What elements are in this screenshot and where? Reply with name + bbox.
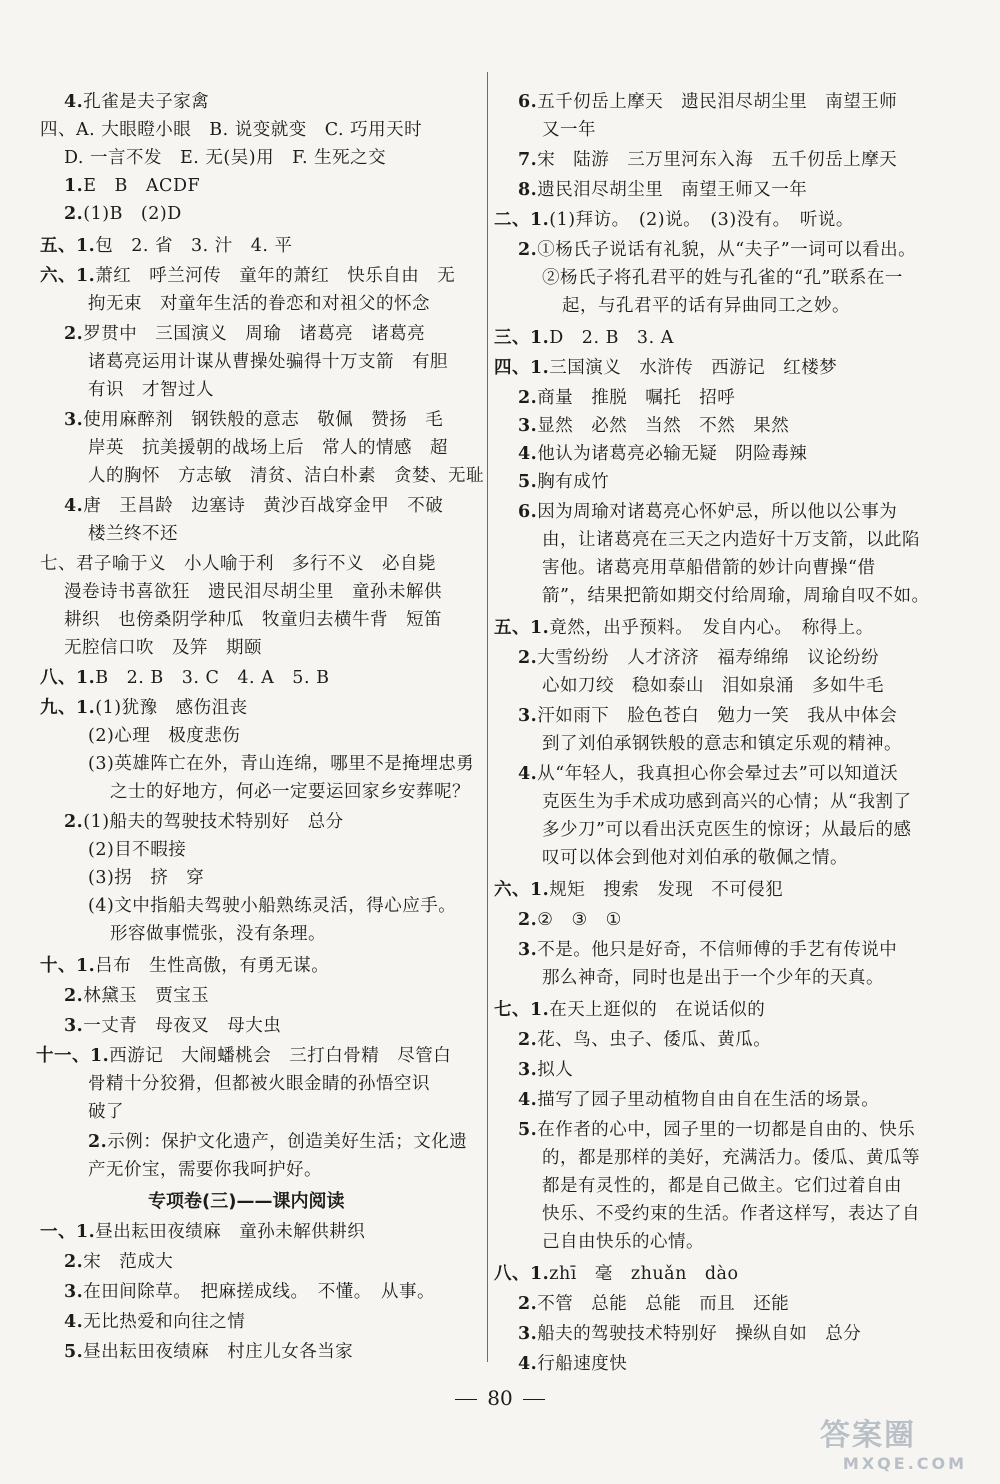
answer-line — [542, 582, 929, 610]
answer-text: 萧红 呼兰河传 童年的萧红 快乐自由 无 — [95, 266, 456, 286]
answer-line — [64, 320, 425, 348]
answer-number: 六、1. — [40, 266, 96, 286]
answer-line — [542, 1144, 920, 1172]
answer-line — [542, 672, 884, 700]
answer-line — [88, 722, 240, 750]
answer-number: 3. — [64, 1016, 84, 1036]
page-dash-right — [523, 1399, 545, 1400]
answer-text: 显然 必然 当然 不然 果然 — [537, 416, 790, 436]
answer-number: 2. — [64, 204, 84, 224]
answer-text: 宋 陆游 三万里河东入海 五千仞岳上摩天 — [537, 150, 898, 170]
answer-text: 在天上逛似的 在说话似的 — [549, 1000, 766, 1020]
answer-number: 4. — [64, 1312, 84, 1332]
answer-text: 大雪纷纷 人才济济 福寿绵绵 议论纷纷 — [537, 648, 880, 668]
section-title: 专项卷(三)——课内阅读 — [148, 1191, 345, 1212]
answer-text: 在田间除草。 把麻搓成线。 不懂。 从事。 — [83, 1282, 436, 1302]
answer-text: (1)B (2)D — [83, 204, 182, 224]
answer-text: 形容做事慌张，没有条理。 — [110, 924, 326, 944]
answer-line — [64, 200, 182, 228]
answer-text: B 2. B 3. C 4. A 5. B — [95, 668, 330, 688]
answer-line — [64, 1278, 435, 1306]
answer-text: (3)英雄阵亡在外，青山连绵，哪里不是掩埋忠勇 — [88, 754, 475, 774]
answer-text: (1)船夫的驾驶技术特别好 总分 — [83, 812, 344, 832]
answer-number: 4. — [64, 496, 84, 516]
answer-number: 4. — [518, 764, 538, 784]
answer-number: 2. — [64, 324, 84, 344]
answer-line — [518, 1086, 879, 1114]
answer-line — [40, 262, 455, 290]
answer-number: 1. — [64, 176, 84, 196]
answer-text: 五千仞岳上摩天 遗民泪尽胡尘里 南望王师 — [537, 92, 898, 112]
answer-line — [518, 498, 897, 526]
answer-number: 六、1. — [494, 880, 550, 900]
answer-line — [542, 964, 884, 992]
answer-number: 2. — [518, 240, 538, 260]
answer-text: 多少刀”可以看出沃克医生的惊讶；从最后的感 — [542, 820, 912, 840]
answer-text: 罗贯中 三国演义 周瑜 诸葛亮 诸葛亮 — [83, 324, 426, 344]
answer-text: 昼出耘田夜绩麻 童孙未解供耕织 — [95, 1222, 366, 1242]
answer-line — [518, 644, 879, 672]
answer-text: (2)目不暇接 — [88, 840, 187, 860]
answer-text: ② ③ ① — [537, 910, 622, 930]
answer-line — [40, 694, 248, 722]
answer-line — [88, 892, 456, 920]
answer-text: 汗如雨下 脸色苍白 勉力一笑 我从中体会 — [537, 706, 898, 726]
answer-line — [40, 952, 329, 980]
answer-text: 己自由快乐的心情。 — [542, 1232, 704, 1252]
answer-number: 五、1. — [40, 236, 96, 256]
answer-text: 害他。诸葛亮用草船借箭的妙计向曹操“借 — [542, 558, 876, 578]
answer-line — [88, 864, 204, 892]
answer-text: 楼兰终不还 — [88, 524, 178, 544]
answer-number: 2. — [64, 1252, 84, 1272]
answer-line — [494, 206, 854, 234]
answer-number: 2. — [518, 648, 538, 668]
answer-number: 八、1. — [494, 1264, 550, 1284]
answer-text: E B ACDF — [83, 176, 201, 196]
answer-text: 不是。他只是好奇，不信师傅的手艺有传说中 — [537, 940, 898, 960]
answer-text: 规矩 搜索 发现 不可侵犯 — [549, 880, 784, 900]
answer-line — [88, 434, 448, 462]
answer-line — [494, 876, 783, 904]
answer-line — [88, 1098, 124, 1126]
answer-line — [542, 1172, 902, 1200]
answer-text: 他认为诸葛亮必输无疑 阴险毒辣 — [537, 444, 808, 464]
answer-number: 6. — [518, 502, 538, 522]
answer-text: 宋 范成大 — [83, 1252, 174, 1272]
answer-text: 的，都是那样的美好，充满活力。倭瓜、黄瓜等 — [542, 1148, 920, 1168]
answer-text: 拘无束 对童年生活的眷恋和对祖父的怀念 — [88, 294, 430, 314]
answer-line — [36, 1042, 451, 1070]
answer-line — [64, 578, 442, 606]
answer-line — [64, 144, 386, 172]
answer-text: (1)犹豫 感伤沮丧 — [95, 698, 248, 718]
answer-line — [518, 236, 916, 264]
answer-number: 3. — [518, 706, 538, 726]
answer-line — [64, 1248, 173, 1276]
answer-number: 3. — [518, 940, 538, 960]
answer-number: 十、1. — [40, 956, 96, 976]
answer-line — [88, 1070, 430, 1098]
answer-text: 由，让诸葛亮在三天之内造好十万支箭，以此陷 — [542, 530, 920, 550]
answer-line — [518, 702, 897, 730]
answer-text: 不管 总能 总能 而且 还能 — [537, 1294, 790, 1314]
answer-line — [88, 376, 214, 404]
answer-text: 诸葛亮运用计谋从曹操处骗得十万支箭 有胆 — [88, 352, 448, 372]
answer-text: D 2. B 3. A — [549, 328, 674, 348]
answer-line — [64, 492, 443, 520]
answer-line — [518, 146, 897, 174]
answer-line — [542, 526, 920, 554]
answer-line — [542, 264, 903, 292]
answer-text: 破了 — [88, 1102, 124, 1122]
answer-text: 商量 推脱 嘱托 招呼 — [537, 388, 736, 408]
answer-line — [542, 554, 875, 582]
answer-number: 5. — [64, 1342, 84, 1362]
answer-number: 八、1. — [40, 668, 96, 688]
answer-line — [88, 836, 186, 864]
answer-line — [64, 1338, 353, 1366]
answer-line — [494, 354, 837, 382]
answer-number: 5. — [518, 1120, 538, 1140]
answer-number: 2. — [88, 1132, 108, 1152]
answer-text: 七、君子喻于义 小人喻于利 多行不义 必自毙 — [40, 554, 436, 574]
answer-line — [518, 1290, 789, 1318]
answer-text: 心如刀绞 稳如泰山 泪如泉涌 多如牛毛 — [542, 676, 884, 696]
answer-text: 使用麻醉剂 钢铁般的意志 敬佩 赞扬 毛 — [83, 410, 444, 430]
answer-number: 三、1. — [494, 328, 550, 348]
watermark-top: 答案圈 — [820, 1418, 916, 1453]
answer-number: 4. — [518, 444, 538, 464]
answer-line — [88, 290, 430, 318]
answer-number: 二、1. — [494, 210, 550, 230]
answer-text: 起，与孔君平的话有异曲同工之妙。 — [562, 296, 850, 316]
answer-number: 十一、1. — [36, 1046, 110, 1066]
answer-line — [518, 1350, 627, 1378]
answer-text: 胸有成竹 — [537, 472, 610, 492]
answer-text: 在作者的心中，园子里的一切都是自由的、快乐 — [537, 1120, 916, 1140]
answer-text: (4)文中指船夫驾驶小船熟练灵活，得心应手。 — [88, 896, 457, 916]
answer-line — [40, 1218, 365, 1246]
answer-text: 都是有灵性的，都是自己做主。它们过着自由 — [542, 1176, 902, 1196]
column-divider — [487, 72, 488, 1362]
answer-number: 3. — [64, 1282, 84, 1302]
answer-text: 遗民泪尽胡尘里 南望王师又一年 — [537, 180, 808, 200]
answer-line — [64, 982, 209, 1010]
answer-number: 2. — [64, 986, 84, 1006]
answer-line — [64, 606, 442, 634]
answer-number: 8. — [518, 180, 538, 200]
answer-number: 7. — [518, 150, 538, 170]
answer-text: 示例：保护文化遗产，创造美好生活；文化遗 — [107, 1132, 468, 1152]
answer-line — [518, 1026, 771, 1054]
answer-number: 3. — [518, 1324, 538, 1344]
answer-line — [542, 788, 911, 816]
answer-text: 四、A. 大眼瞪小眼 B. 说变就变 C. 巧用天时 — [40, 120, 423, 140]
answer-text: ②杨氏子将孔君平的姓与孔雀的“孔”联系在一 — [542, 268, 903, 288]
answer-number: 2. — [64, 812, 84, 832]
answer-number: 2. — [518, 1030, 538, 1050]
answer-line — [88, 348, 448, 376]
answer-number: 2. — [518, 388, 538, 408]
answer-text: 无腔信口吹 及笄 期颐 — [64, 638, 262, 658]
answer-text: 叹可以体会到他对刘伯承的敬佩之情。 — [542, 848, 848, 868]
answer-line — [40, 116, 422, 144]
answer-text: 花、鸟、虫子、倭瓜、黄瓜。 — [537, 1030, 772, 1050]
answer-text: (3)拐 挤 穿 — [88, 868, 205, 888]
answer-line — [64, 406, 443, 434]
answer-text: 人的胸怀 方志敏 清贫、洁白朴素 贪婪、无耻 — [88, 466, 484, 486]
answer-line — [110, 778, 470, 806]
answer-line — [518, 906, 622, 934]
answer-line — [88, 1156, 322, 1184]
answer-line — [518, 88, 897, 116]
answer-number: 四、1. — [494, 358, 550, 378]
answer-line — [110, 920, 326, 948]
answer-line — [40, 664, 329, 692]
answer-text: 竟然，出乎预料。 发自内心。 称得上。 — [549, 618, 874, 638]
answer-line — [88, 1128, 467, 1156]
answer-line — [40, 550, 436, 578]
answer-line — [518, 468, 609, 496]
answer-text: 岸英 抗美援朝的战场上后 常人的情感 超 — [88, 438, 448, 458]
answer-line — [518, 384, 735, 412]
answer-line — [542, 116, 596, 144]
answer-number: 3. — [518, 1060, 538, 1080]
answer-number: 2. — [518, 1294, 538, 1314]
answer-line — [542, 844, 848, 872]
answer-text: 昼出耘田夜绩麻 村庄儿女各当家 — [83, 1342, 354, 1362]
answer-text: 包 2. 省 3. 汁 4. 平 — [95, 236, 293, 256]
answer-line — [64, 1308, 245, 1336]
answer-line — [40, 232, 293, 260]
answer-text: 林黛玉 贾宝玉 — [83, 986, 210, 1006]
answer-line — [494, 996, 765, 1024]
answer-text: 唐 王昌龄 边塞诗 黄沙百战穿金甲 不破 — [83, 496, 444, 516]
page-number-text: 80 — [487, 1386, 513, 1410]
answer-number: 七、1. — [494, 1000, 550, 1020]
answer-text: 之士的好地方，何必一定要运回家乡安葬呢？ — [110, 782, 470, 802]
answer-text: 拟人 — [537, 1060, 574, 1080]
answer-line — [494, 1260, 739, 1288]
answer-text: 从“年轻人，我真担心你会晕过去”可以知道沃 — [537, 764, 899, 784]
answer-line — [88, 750, 474, 778]
answer-line — [518, 1320, 861, 1348]
answer-text: 漫卷诗书喜欲狂 遗民泪尽胡尘里 童孙未解供 — [64, 582, 442, 602]
answer-line — [518, 440, 807, 468]
answer-line — [518, 1116, 915, 1144]
page-number — [440, 1384, 560, 1412]
answer-text: 吕布 生性高傲，有勇无谋。 — [95, 956, 330, 976]
answer-text: 因为周瑜对诸葛亮心怀妒忌，所以他以公事为 — [537, 502, 898, 522]
answer-line — [64, 88, 209, 116]
answer-text: 产无价宝，需要你我呵护好。 — [88, 1160, 322, 1180]
answer-line — [64, 808, 344, 836]
answer-text: (2)心理 极度悲伤 — [88, 726, 241, 746]
answer-number: 4. — [518, 1354, 538, 1374]
answer-number: 3. — [518, 416, 538, 436]
answer-line — [64, 634, 262, 662]
answer-text: 西游记 大闹蟠桃会 三打白骨精 尽管白 — [109, 1046, 452, 1066]
answer-text: 一丈青 母夜叉 母大虫 — [83, 1016, 282, 1036]
answer-line — [542, 730, 902, 758]
answer-line — [542, 1200, 920, 1228]
answer-text: 耕织 也傍桑阴学种瓜 牧童归去横牛背 短笛 — [64, 610, 442, 630]
answer-text: 行船速度快 — [537, 1354, 628, 1374]
answer-number: 4. — [64, 92, 84, 112]
answer-text: 无比热爱和向往之情 — [83, 1312, 246, 1332]
answer-number: 九、1. — [40, 698, 96, 718]
answer-text: 克医生为手术成功感到高兴的心情；从“我割了 — [542, 792, 912, 812]
answer-number: 五、1. — [494, 618, 550, 638]
answer-text: D. 一言不发 E. 无(吴)用 F. 生死之交 — [64, 148, 387, 168]
answer-number: 5. — [518, 472, 538, 492]
answer-text: 有识 才智过人 — [88, 380, 214, 400]
answer-text: 快乐、不受约束的生活。作者这样写，表达了自 — [542, 1204, 920, 1224]
answer-line — [88, 520, 178, 548]
answer-text: 船夫的驾驶技术特别好 操纵自如 总分 — [537, 1324, 862, 1344]
answer-line — [518, 936, 897, 964]
watermark-logo — [820, 1418, 990, 1478]
answer-line — [518, 412, 789, 440]
answer-line — [518, 1056, 573, 1084]
answer-number: 2. — [518, 910, 538, 930]
answer-number: 6. — [518, 92, 538, 112]
answer-line — [518, 176, 807, 204]
answer-text: zhī 毫 zhuǎn dào — [549, 1264, 739, 1284]
answer-number: 3. — [64, 410, 84, 430]
watermark-bottom: MXQE.COM — [842, 1454, 968, 1473]
answer-text: 三国演义 水浒传 西游记 红楼梦 — [549, 358, 838, 378]
answer-text: 到了刘伯承钢铁般的意志和镇定乐观的精神。 — [542, 734, 902, 754]
answer-line — [518, 760, 898, 788]
answer-number: 4. — [518, 1090, 538, 1110]
answer-line — [64, 172, 200, 200]
answer-text: 那么神奇，同时也是出于一个少年的天真。 — [542, 968, 884, 988]
answer-text: 描写了园子里动植物自由自在生活的场景。 — [537, 1090, 880, 1110]
answer-line — [542, 1228, 704, 1256]
answer-line — [494, 614, 874, 642]
answer-line — [88, 462, 484, 490]
page-dash-left — [455, 1399, 477, 1400]
answer-line — [562, 292, 850, 320]
answer-text: 又一年 — [542, 120, 596, 140]
answer-line — [494, 324, 674, 352]
answer-text: 箭”，结果把箭如期交付给周瑜，周瑜自叹不如。 — [542, 586, 930, 606]
answer-number: 一、1. — [40, 1222, 96, 1242]
answer-text: 孔雀是夫子家禽 — [83, 92, 210, 112]
answer-text: 骨精十分狡猾，但都被火眼金睛的孙悟空识 — [88, 1074, 430, 1094]
answer-text: ①杨氏子说话有礼貌，从“夫子”一词可以看出。 — [537, 240, 917, 260]
answer-text: (1)拜访。 (2)说。 (3)没有。 听说。 — [549, 210, 854, 230]
answer-line — [542, 816, 911, 844]
answer-line — [64, 1012, 281, 1040]
